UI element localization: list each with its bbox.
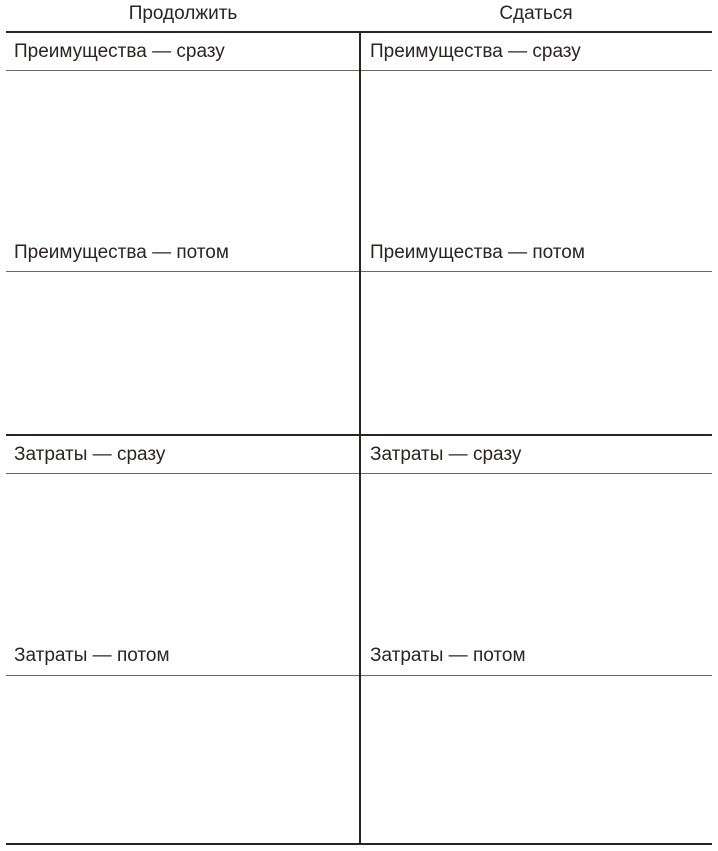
left-benefits-now-label: Преимущества — сразу [14, 41, 225, 62]
column-divider [359, 31, 361, 844]
column-heading-continue: Продолжить [128, 3, 238, 24]
right-benefits-later-label: Преимущества — потом [370, 242, 585, 263]
right-costs-now-label: Затраты — сразу [370, 444, 522, 465]
right-costs-later-label: Затраты — потом [370, 645, 526, 666]
left-benefits-later-label: Преимущества — потом [14, 242, 229, 263]
left-costs-now-label: Затраты — сразу [14, 444, 166, 465]
column-heading-give-up: Сдаться [499, 3, 573, 24]
left-costs-later-label: Затраты — потом [14, 645, 170, 666]
right-benefits-now-label: Преимущества — сразу [370, 41, 581, 62]
decision-matrix-worksheet [6, 0, 712, 851]
